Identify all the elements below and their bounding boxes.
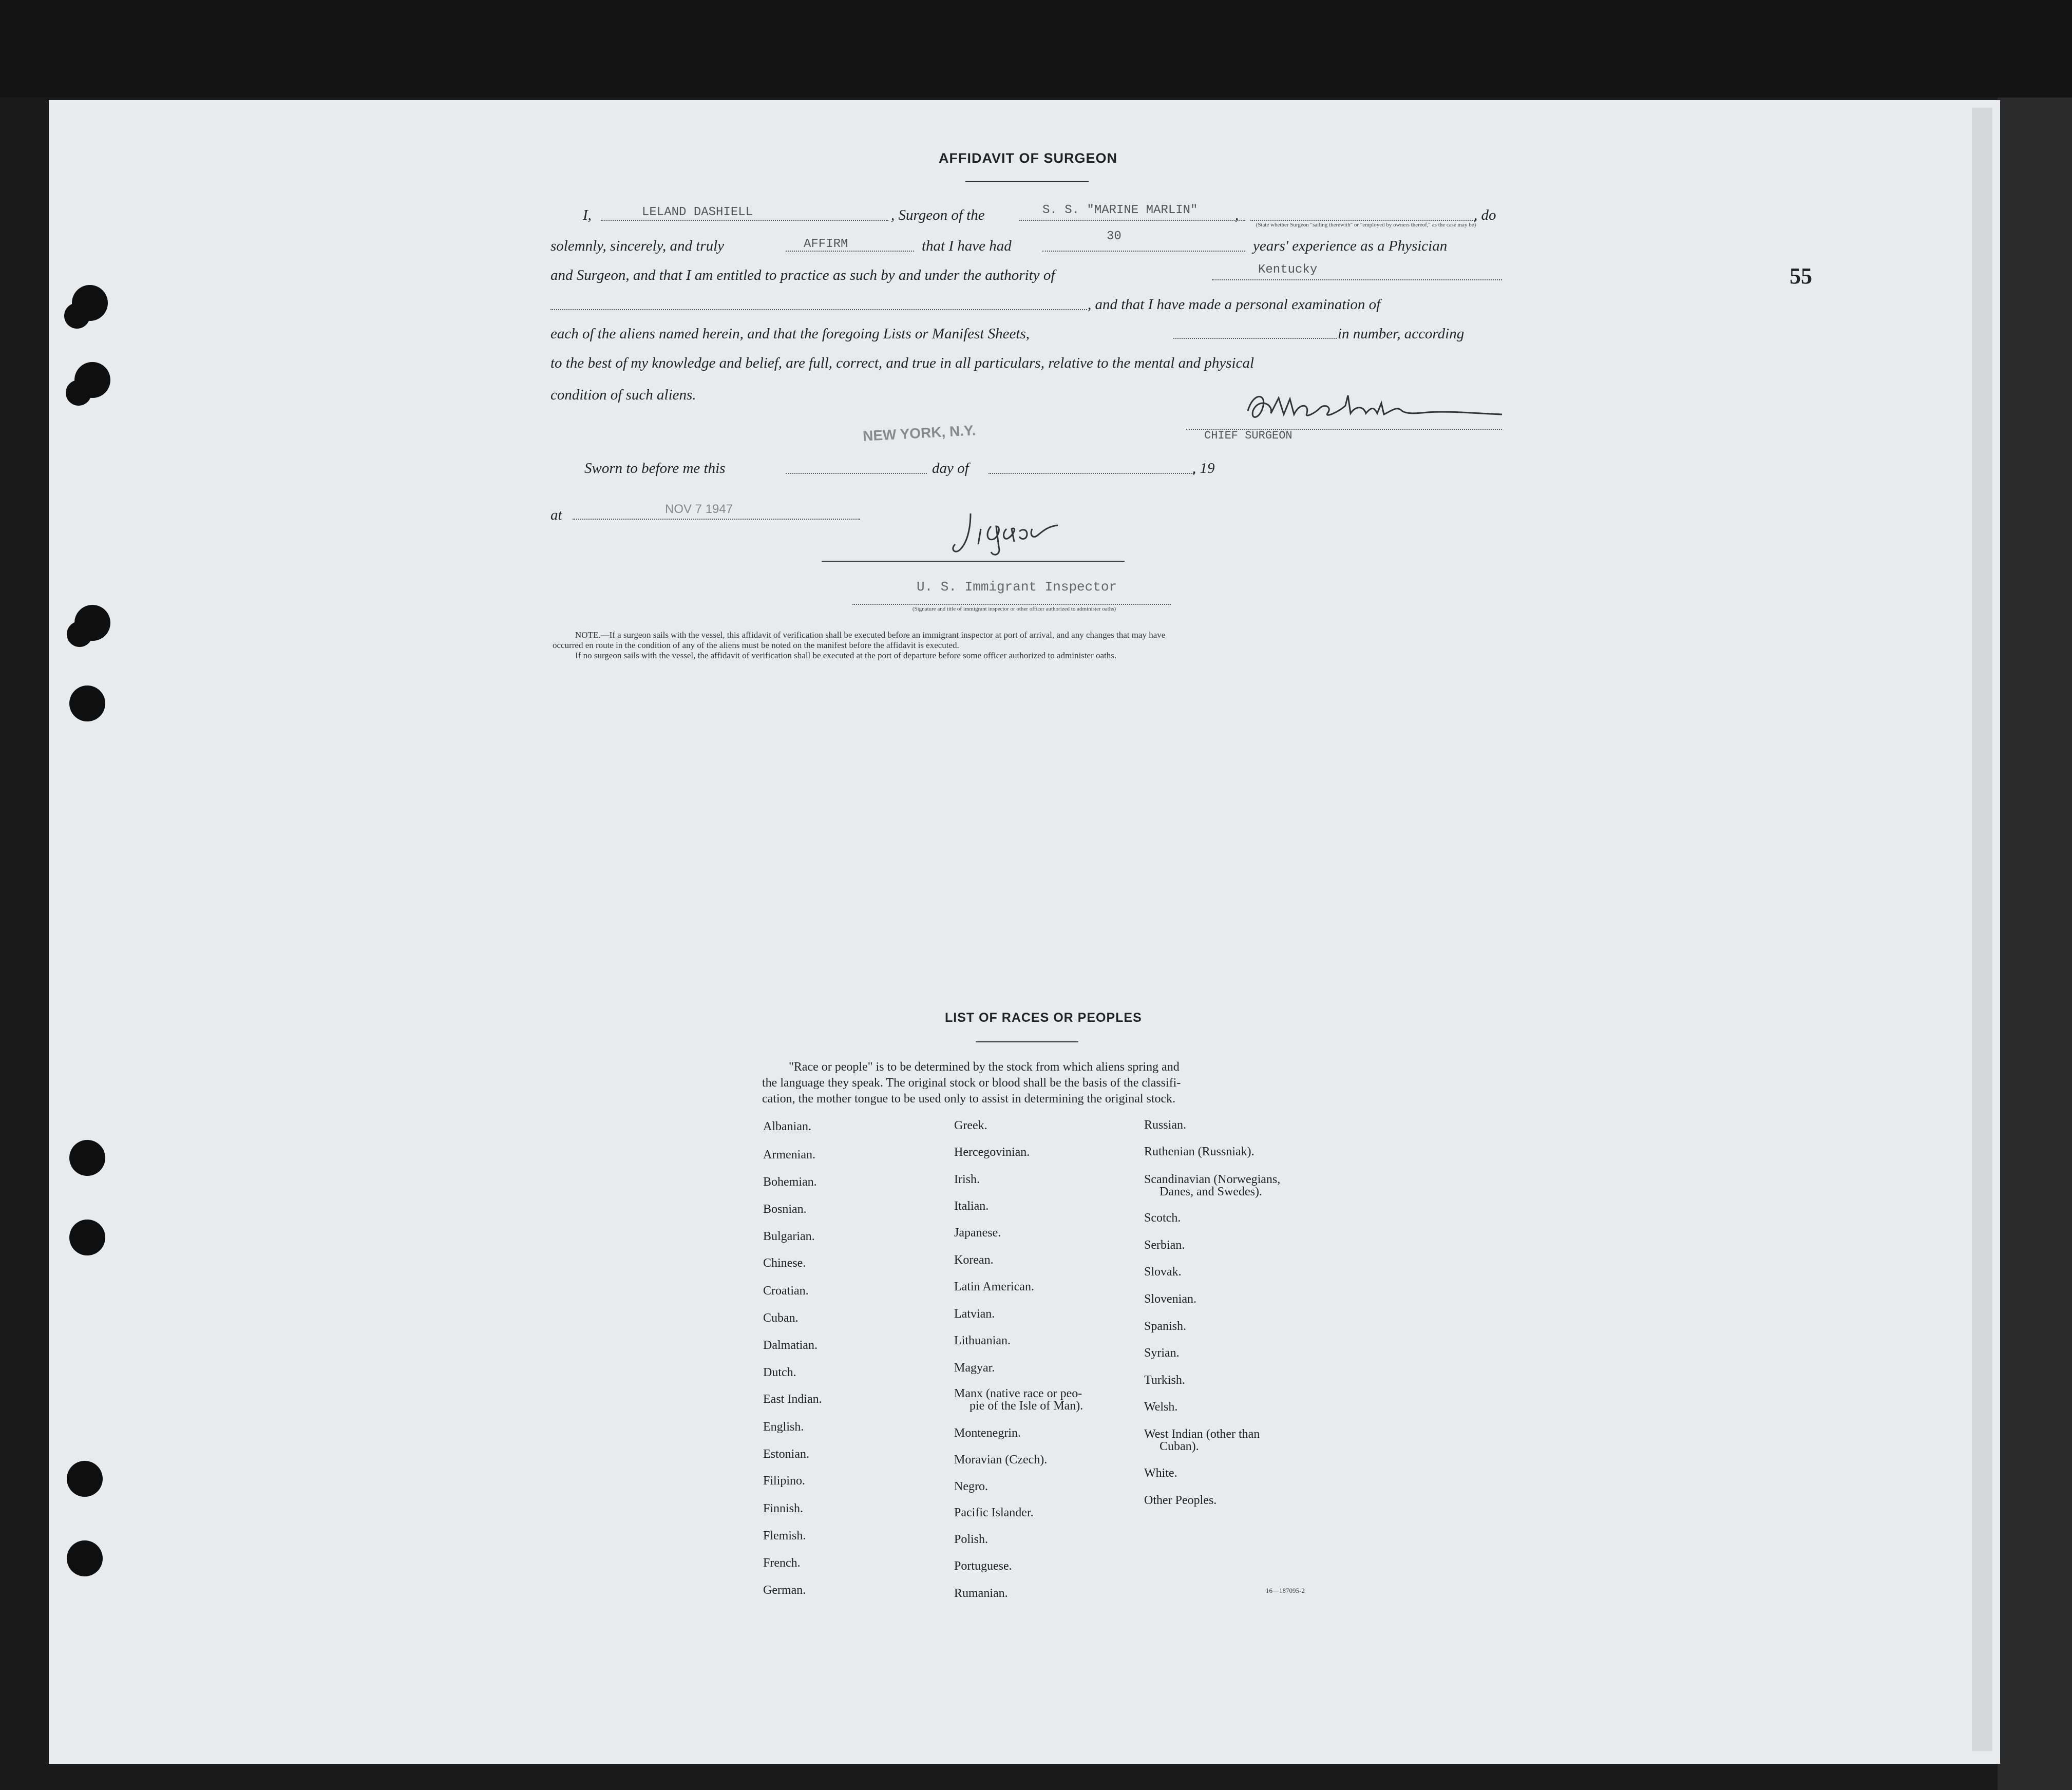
punch-hole bbox=[69, 685, 105, 721]
race-item: Other Peoples. bbox=[1144, 1494, 1217, 1507]
sworn-end: , 19 bbox=[1192, 460, 1215, 477]
vessel-line bbox=[1019, 220, 1245, 221]
race-item: Turkish. bbox=[1144, 1374, 1185, 1387]
authority-line bbox=[1212, 279, 1502, 280]
authority-value: Kentucky bbox=[1258, 263, 1318, 277]
race-item: Korean. bbox=[954, 1253, 994, 1267]
race-item: Slovenian. bbox=[1144, 1292, 1196, 1306]
sworn-mid: day of bbox=[932, 460, 969, 477]
race-item: Hercegovinian. bbox=[954, 1146, 1030, 1159]
race-item: Rumanian. bbox=[954, 1587, 1008, 1600]
race-item: Finnish. bbox=[763, 1502, 804, 1515]
races-title-underline bbox=[976, 1041, 1078, 1042]
sworn-month-line bbox=[989, 473, 1194, 474]
race-item: Albanian. bbox=[763, 1120, 811, 1133]
line2-end: years' experience as a Physician bbox=[1253, 238, 1448, 254]
race-item: Italian. bbox=[954, 1199, 989, 1213]
race-item: Irish. bbox=[954, 1173, 980, 1186]
form-number: 16—187095-2 bbox=[1266, 1587, 1305, 1594]
sheets-number-line bbox=[1173, 338, 1337, 339]
sailing-status-line bbox=[1250, 220, 1476, 221]
races-intro-line-1: "Race or people" is to be determined by the stock from which aliens spring and bbox=[789, 1060, 1180, 1074]
page-edge-shadow bbox=[1972, 108, 1992, 1751]
signature-title: CHIEF SURGEON bbox=[1204, 429, 1292, 442]
race-item: Flemish. bbox=[763, 1529, 806, 1543]
race-item: Montenegrin. bbox=[954, 1426, 1021, 1440]
race-item: Negro. bbox=[954, 1480, 988, 1493]
surgeon-of-label: , Surgeon of the bbox=[891, 207, 985, 223]
title-underline bbox=[965, 181, 1089, 182]
race-item: Moravian (Czech). bbox=[954, 1453, 1048, 1467]
race-item: Greek. bbox=[954, 1119, 987, 1132]
punch-hole bbox=[69, 1220, 105, 1255]
affidavit-prefix: I, bbox=[583, 207, 592, 223]
race-item: Bulgarian. bbox=[763, 1230, 815, 1243]
note-line-3: If no surgeon sails with the vessel, the affidavit of verification shall be executed at the port of departure before some officer authorized to administer oaths. bbox=[575, 651, 1117, 660]
authority-line-2 bbox=[550, 309, 1087, 310]
punch-hole bbox=[67, 1540, 103, 1576]
race-item: Magyar. bbox=[954, 1361, 995, 1375]
punch-hole bbox=[69, 1140, 105, 1176]
race-item: West Indian (other than bbox=[1144, 1427, 1260, 1441]
races-title: LIST OF RACES OR PEOPLES bbox=[945, 1011, 1142, 1025]
race-item: Manx (native race or peo- bbox=[954, 1387, 1082, 1400]
sworn-start: Sworn to before me this bbox=[584, 460, 726, 477]
line3-text: and Surgeon, and that I am entitled to practice as such by and under the authority of bbox=[550, 267, 1055, 283]
race-item: Chinese. bbox=[763, 1256, 806, 1270]
race-item: Serbian. bbox=[1144, 1239, 1185, 1252]
surgeon-name-line bbox=[601, 220, 888, 221]
inspector-title: U. S. Immigrant Inspector bbox=[917, 579, 1117, 595]
race-item: Syrian. bbox=[1144, 1346, 1180, 1360]
race-item: Bosnian. bbox=[763, 1203, 807, 1216]
line5-text: each of the aliens named herein, and that the foregoing Lists or Manifest Sheets, bbox=[550, 326, 1030, 342]
race-item: Lithuanian. bbox=[954, 1334, 1011, 1347]
race-item: Russian. bbox=[1144, 1118, 1187, 1132]
note-line-1: NOTE.—If a surgeon sails with the vessel, this affidavit of verification shall be executed before an immigrant inspector at port of arrival, and any changes that may have bbox=[575, 630, 1166, 640]
race-item: Japanese. bbox=[954, 1226, 1001, 1240]
race-item: Latin American. bbox=[954, 1280, 1034, 1293]
race-item: Ruthenian (Russniak). bbox=[1144, 1145, 1254, 1158]
page-number: 55 bbox=[1790, 263, 1812, 289]
years-value: 30 bbox=[1107, 230, 1121, 243]
at-line bbox=[573, 519, 860, 520]
race-item: East Indian. bbox=[763, 1393, 822, 1406]
race-item: Pacific Islander. bbox=[954, 1506, 1034, 1519]
punch-hole bbox=[66, 380, 91, 406]
years-line bbox=[1042, 251, 1245, 252]
line2-start: solemnly, sincerely, and truly bbox=[550, 238, 725, 254]
races-intro-line-2: the language they speak. The original stock or blood shall be the basis of the classifi- bbox=[762, 1076, 1181, 1090]
race-item: White. bbox=[1144, 1467, 1177, 1480]
race-item: French. bbox=[763, 1556, 801, 1570]
vessel-comma: , bbox=[1235, 207, 1239, 223]
race-item: Cuban. bbox=[763, 1311, 799, 1325]
races-intro-line-3: cation, the mother tongue to be used only to assist in determining the original stock. bbox=[762, 1092, 1176, 1106]
race-item: Latvian. bbox=[954, 1307, 995, 1321]
punch-hole bbox=[67, 1461, 103, 1497]
race-item: Cuban). bbox=[1159, 1440, 1199, 1453]
inspector-signature bbox=[950, 506, 1083, 562]
race-item: Dalmatian. bbox=[763, 1339, 818, 1352]
line7-text: condition of such aliens. bbox=[550, 387, 696, 403]
line5-end: in number, according bbox=[1338, 326, 1465, 342]
line2-mid: that I have had bbox=[922, 238, 1012, 254]
at-label: at bbox=[550, 507, 562, 523]
race-item: Armenian. bbox=[763, 1148, 815, 1161]
punch-hole bbox=[64, 303, 90, 329]
location-stamp: NEW YORK, N.Y. bbox=[862, 422, 977, 444]
race-item: Filipino. bbox=[763, 1474, 806, 1488]
affidavit-title: AFFIDAVIT OF SURGEON bbox=[939, 150, 1117, 166]
inspector-title-line bbox=[852, 604, 1171, 605]
surgeon-signature bbox=[1243, 383, 1510, 431]
race-item: Dutch. bbox=[763, 1366, 796, 1379]
race-item: pie of the Isle of Man). bbox=[970, 1399, 1083, 1413]
race-item: Scotch. bbox=[1144, 1211, 1181, 1225]
line6-text: to the best of my knowledge and belief, are full, correct, and true in all particulars, relative to the mental and physical bbox=[550, 355, 1254, 371]
inspector-signature-line bbox=[822, 561, 1125, 562]
race-item: Bohemian. bbox=[763, 1175, 817, 1189]
affirm-value: AFFIRM bbox=[804, 237, 848, 251]
race-item: Croatian. bbox=[763, 1284, 809, 1298]
race-item: German. bbox=[763, 1584, 806, 1597]
inspector-note: (Signature and title of immigrant inspector or other officer authorized to administer oaths) bbox=[912, 606, 1116, 612]
sworn-day-line bbox=[786, 473, 927, 474]
line4-text: , and that I have made a personal examination of bbox=[1088, 296, 1381, 313]
sailing-status-note: (State whether Surgeon "sailing therewith" or "employed by owners thereof," as the case may be) bbox=[1256, 222, 1476, 228]
race-item: Spanish. bbox=[1144, 1320, 1187, 1333]
race-item: Portuguese. bbox=[954, 1559, 1012, 1573]
race-item: Welsh. bbox=[1144, 1400, 1178, 1414]
scan-border-top bbox=[0, 0, 2072, 98]
race-item: Slovak. bbox=[1144, 1265, 1182, 1279]
line1-end: , do bbox=[1474, 207, 1496, 223]
race-item: Danes, and Swedes). bbox=[1159, 1185, 1262, 1198]
race-item: Estonian. bbox=[763, 1448, 809, 1461]
surgeon-name: LELAND DASHIELL bbox=[642, 205, 753, 219]
race-item: Polish. bbox=[954, 1533, 989, 1546]
race-item: Scandinavian (Norwegians, bbox=[1144, 1173, 1281, 1186]
note-line-2: occurred en route in the condition of any of the aliens must be noted on the manifest before the affidavit is executed. bbox=[553, 640, 959, 650]
scan-border-right bbox=[1998, 98, 2072, 1790]
vessel-name: S. S. "MARINE MARLIN" bbox=[1042, 203, 1198, 217]
punch-hole bbox=[67, 621, 92, 647]
race-item: English. bbox=[763, 1420, 804, 1434]
date-stamp: NOV 7 1947 bbox=[665, 502, 733, 516]
